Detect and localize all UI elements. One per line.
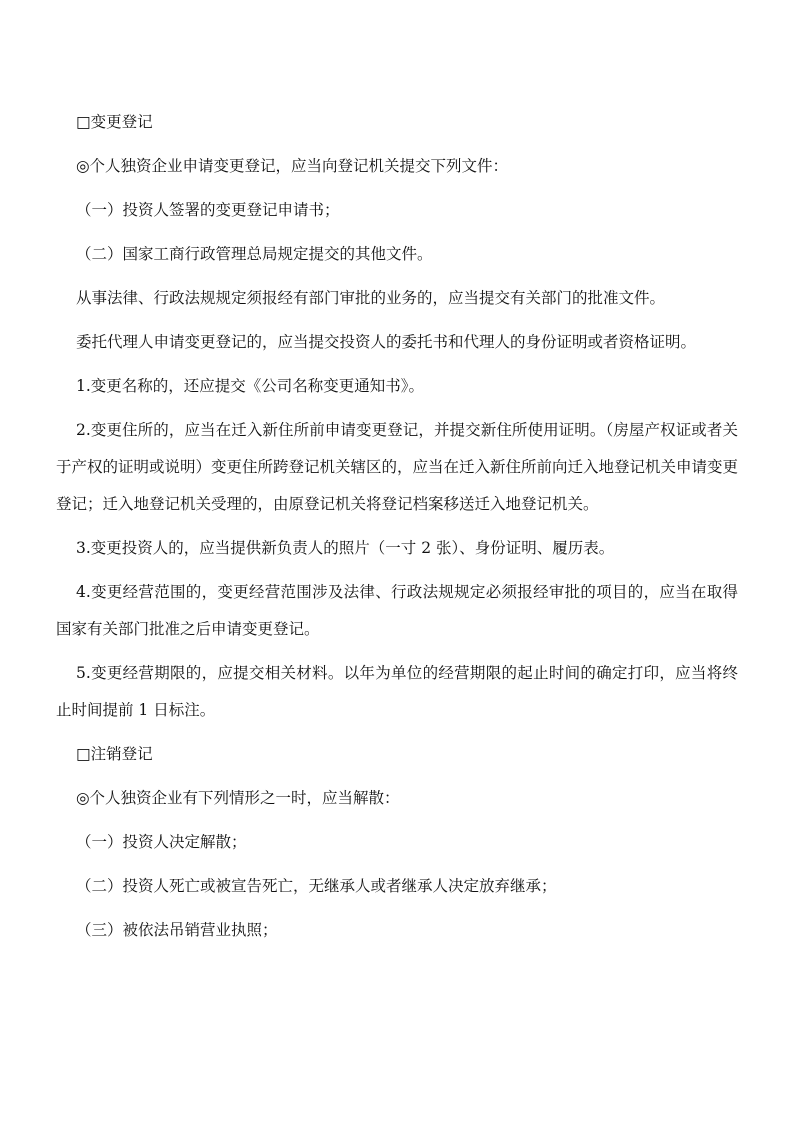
paragraph-change-intro: ◎个人独资企业申请变更登记，应当向登记机关提交下列文件： <box>76 157 509 175</box>
paragraph-approval-docs: 从事法律、行政法规规定须报经有部门审批的业务的，应当提交有关部门的批准文件。 <box>76 289 666 307</box>
paragraph-dissolution-2: （二）投资人死亡或被宣告死亡，无继承人或者继承人决定放弃继承； <box>76 877 557 895</box>
paragraph-name-change: 1.变更名称的，还应提交《公司名称变更通知书》。 <box>76 377 425 395</box>
paragraph-dissolution-intro: ◎个人独资企业有下列情形之一时，应当解散： <box>76 789 400 807</box>
paragraph-scope-change: 4.变更经营范围的，变更经营范围涉及法律、行政法规规定必须报经审批的项目的，应当在取得国家有关部门批准之后申请变更登记。 <box>56 583 738 638</box>
paragraph-address-change: 2.变更住所的，应当在迁入新住所前申请变更登记，并提交新住所使用证明。（房屋产权证或者关于产权的证明或说明）变更住所跨登记机关辖区的，应当在迁入新住所前向迁入地登记机关申请变更登记；迁入地登记机关受理的，由原登记机关将登记档案移送迁入地登记机关。 <box>56 421 739 513</box>
section-heading-change-registration: □变更登记 <box>76 113 153 131</box>
paragraph-dissolution-1: （一）投资人决定解散； <box>76 833 247 851</box>
paragraph-dissolution-3: （三）被依法吊销营业执照； <box>76 921 278 939</box>
paragraph-item-1: （一）投资人签署的变更登记申请书； <box>76 201 340 219</box>
paragraph-agent: 委托代理人申请变更登记的，应当提交投资人的委托书和代理人的身份证明或者资格证明。 <box>76 333 697 351</box>
section-heading-deregistration: □注销登记 <box>76 745 153 763</box>
paragraph-term-change: 5.变更经营期限的，应提交相关材料。以年为单位的经营期限的起止时间的确定打印，应当将终止时间提前 1 日标注。 <box>56 664 738 719</box>
paragraph-investor-change: 3.变更投资人的，应当提供新负责人的照片（一寸 2 张）、身份证明、履历表。 <box>76 539 615 557</box>
paragraph-item-2: （二）国家工商行政管理总局规定提交的其他文件。 <box>76 245 433 263</box>
